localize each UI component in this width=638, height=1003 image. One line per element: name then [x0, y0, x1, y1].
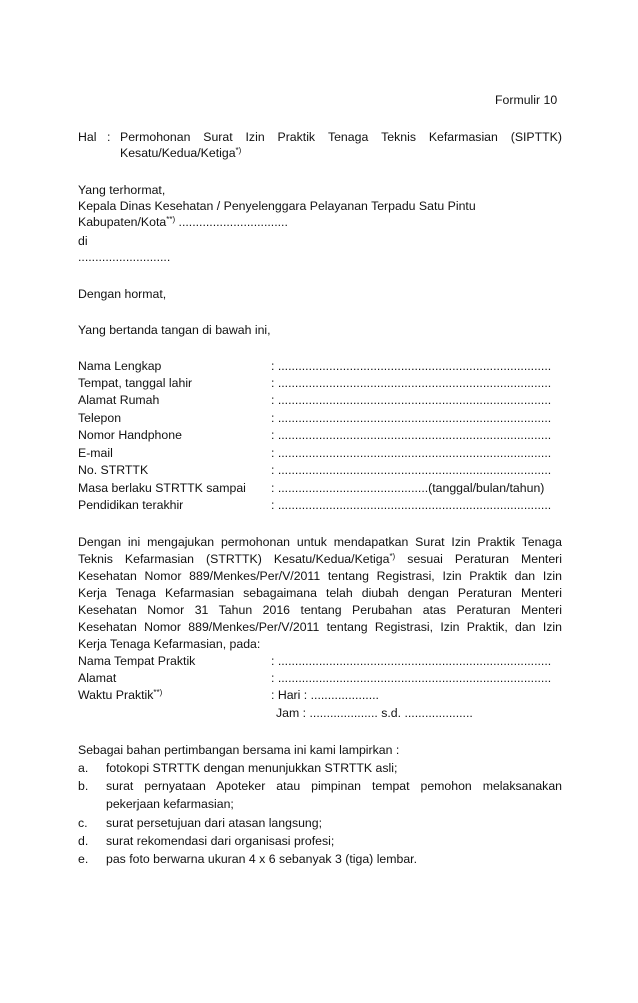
field-label: Tempat, tanggal lahir — [78, 376, 193, 390]
body-line: Kesehatan Nomor 31 Tahun 2016 tentang Perubahan atas Peraturan Menteri — [78, 603, 562, 617]
field-label: Pendidikan terakhir — [78, 498, 184, 512]
subject-line-2: Kesatu/Kedua/Ketiga*) — [120, 146, 242, 160]
attachments-intro: Sebagai bahan pertimbangan bersama ini kami lampirkan : — [78, 743, 400, 757]
list-marker: a. — [78, 761, 89, 775]
field-label: Masa berlaku STRTTK sampai — [78, 481, 246, 495]
footnote-mark: **) — [153, 688, 163, 697]
subject-word: Permohonan — [120, 130, 191, 144]
recipient-line-3: di — [78, 234, 88, 248]
field-value: : ................................................................................ — [271, 393, 552, 407]
list-marker: b. — [78, 779, 89, 793]
footnote-mark: *) — [389, 552, 396, 561]
field-value: : ................................................................................ — [271, 411, 552, 425]
list-item: surat pernyataan Apoteker atau pimpinan tempat pemohon melaksanakan — [106, 779, 562, 793]
subject-label: Hal — [78, 130, 97, 144]
field-label: No. STRTTK — [78, 463, 149, 477]
practice-place-label: Nama Tempat Praktik — [78, 654, 196, 668]
field-value: : ............................................(tanggal/bulan/tahun) — [271, 481, 545, 495]
field-label: Nomor Handphone — [78, 428, 182, 442]
subject-word: Izin — [245, 130, 265, 144]
subject-word: Kefarmasian — [428, 130, 498, 144]
field-value: : ................................................................................ — [271, 376, 552, 390]
subject-word: Surat — [203, 130, 233, 144]
practice-place-value: : ................................................................................ — [271, 654, 552, 668]
body-line: Dengan ini mengajukan permohonan untuk mendapatkan Surat Izin Praktik Tenaga — [78, 535, 562, 549]
list-item: pas foto berwarna ukuran 4 x 6 sebanyak 3 (tiga) lembar. — [106, 852, 418, 866]
field-value: : ................................................................................ — [271, 446, 552, 460]
footnote-mark: *) — [235, 146, 242, 155]
list-item: surat persetujuan dari atasan langsung; — [106, 816, 323, 830]
field-value: : ................................................................................ — [271, 428, 552, 442]
practice-day-value: : Hari : .................... — [271, 688, 379, 702]
practice-address-value: : ................................................................................ — [271, 671, 552, 685]
body-line: Kesehatan Nomor 889/Menkes/Per/V/2011 tentang Registrasi, Izin Praktik, dan Izin — [78, 620, 562, 634]
practice-hours-value: Jam : .................... s.d. .................... — [276, 706, 473, 720]
field-value: : ................................................................................ — [271, 359, 552, 373]
intro-text: Yang bertanda tangan di bawah ini, — [78, 323, 271, 337]
subject-word: Praktik — [277, 130, 316, 144]
field-label: Alamat Rumah — [78, 393, 160, 407]
recipient-line-2: Kabupaten/Kota**) ................................ — [78, 215, 288, 229]
salutation: Dengan hormat, — [78, 287, 167, 301]
subject-word: (SIPTTK) — [510, 130, 562, 144]
field-label: E-mail — [78, 446, 113, 460]
list-item-continued: pekerjaan kefarmasian; — [106, 797, 234, 811]
field-value: : ................................................................................ — [271, 463, 552, 477]
list-item: fotokopi STRTTK dengan menunjukkan STRTTK asli; — [106, 761, 398, 775]
list-marker: c. — [78, 816, 88, 830]
body-line: Teknis Kefarmasian (STRTTK) Kesatu/Kedua/Ketiga*) sesuai Peraturan Menteri — [78, 552, 562, 566]
field-label: Nama Lengkap — [78, 359, 162, 373]
recipient-line-4: ........................... — [78, 250, 171, 264]
recipient-greeting: Yang terhormat, — [78, 183, 166, 197]
list-item: surat rekomendasi dari organisasi profesi; — [106, 834, 335, 848]
practice-time-label: Waktu Praktik**) — [78, 688, 163, 702]
subject-word: Tenaga — [327, 130, 369, 144]
field-value: : ................................................................................ — [271, 498, 552, 512]
subject-word: Teknis — [381, 130, 416, 144]
body-line: Kesehatan Nomor 889/Menkes/Per/V/2011 tentang Registrasi, Izin Praktik dan Izin — [78, 569, 562, 583]
field-label: Telepon — [78, 411, 122, 425]
subject-separator: : — [107, 130, 111, 144]
list-marker: e. — [78, 852, 89, 866]
recipient-line-1: Kepala Dinas Kesehatan / Penyelenggara Pelayanan Terpadu Satu Pintu — [78, 199, 476, 213]
body-line: Kerja Tenaga Kefarmasian, pada: — [78, 637, 261, 651]
practice-address-label: Alamat — [78, 671, 117, 685]
subject-line-1 — [120, 129, 562, 145]
list-marker: d. — [78, 834, 89, 848]
body-line: Kerja Tenaga Kefarmasian sebagaimana telah diubah dengan Peraturan Menteri — [78, 586, 562, 600]
footnote-mark: **) — [166, 215, 176, 224]
form-number: Formulir 10 — [495, 93, 558, 107]
